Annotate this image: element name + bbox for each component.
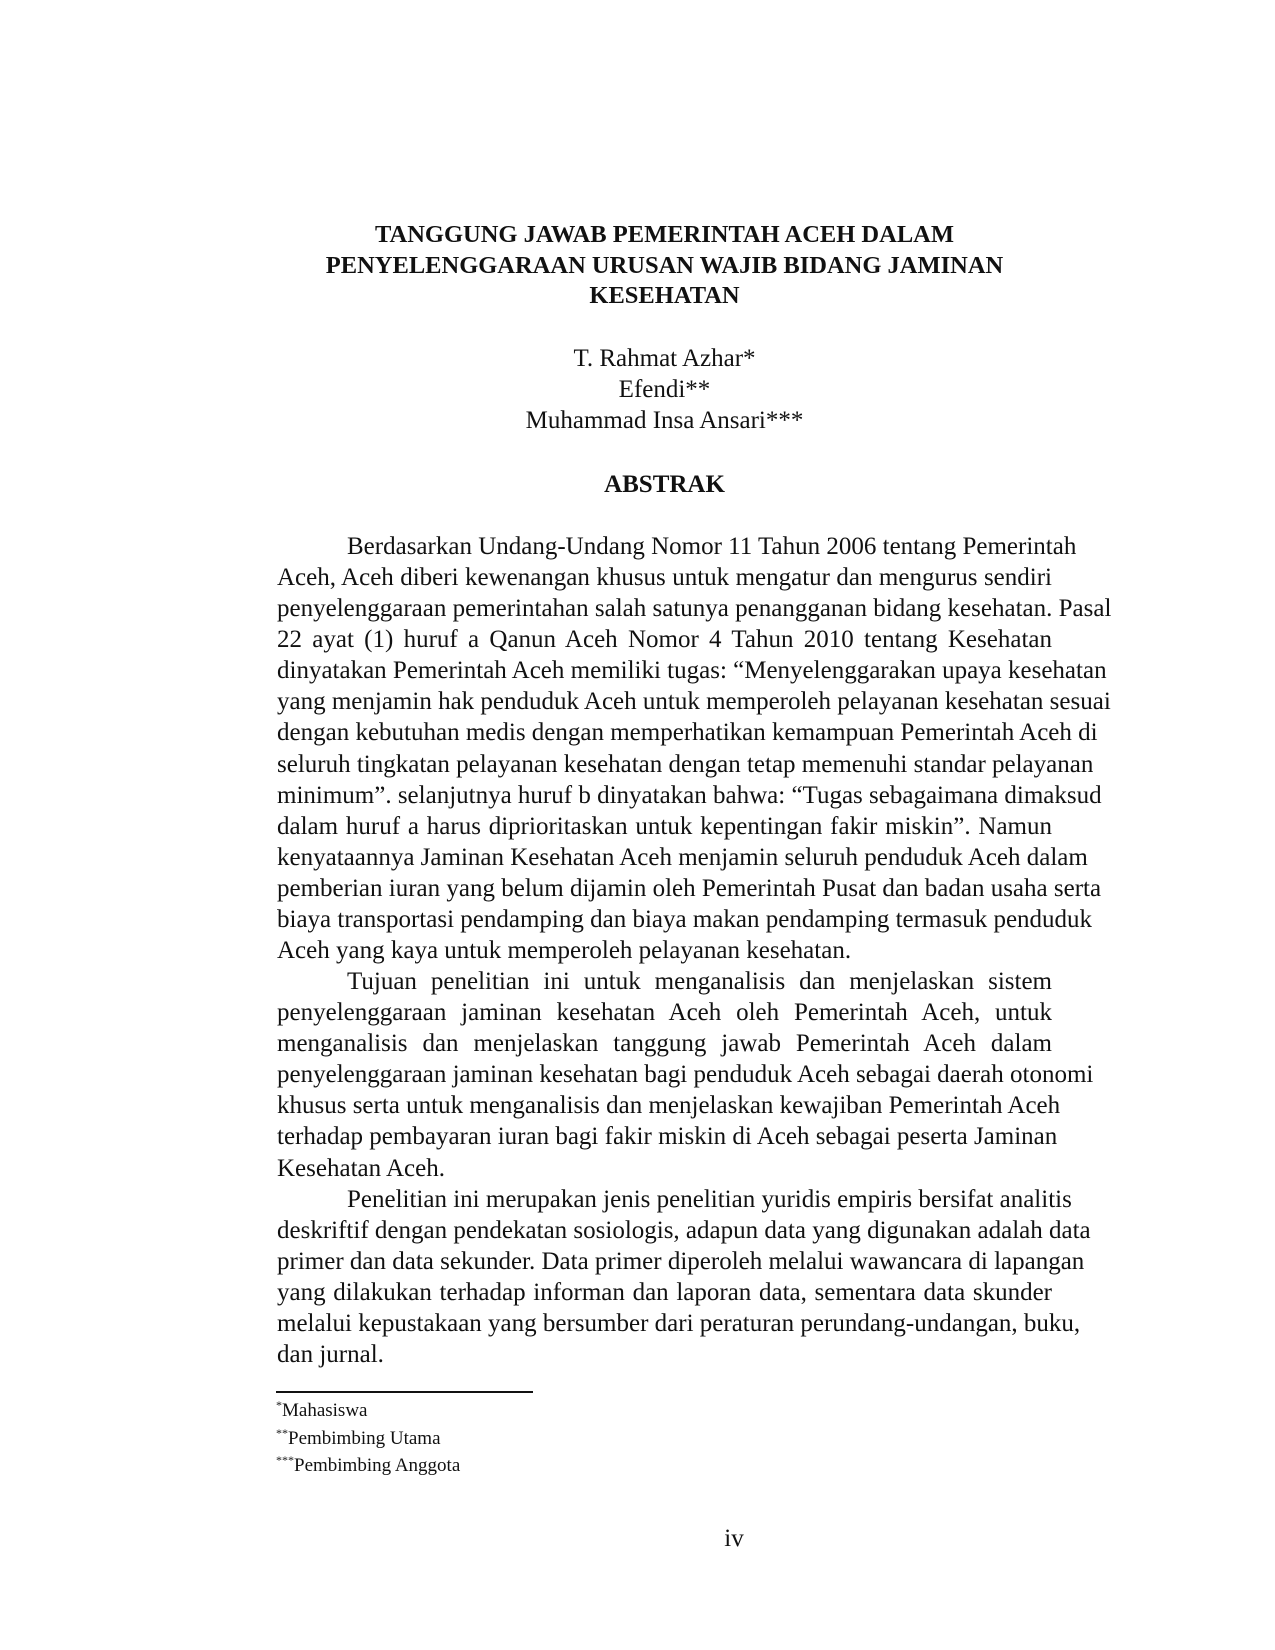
text-line: 22 ayat (1) huruf a Qanun Aceh Nomor 4 Tahun 2010 tentang Kesehatan — [277, 626, 1052, 654]
abstract-heading: ABSTRAK — [604, 471, 725, 498]
footnote-marker: ** — [276, 1425, 288, 1440]
text-line: dinyatakan Pemerintah Aceh memiliki tugas: “Menyelenggarakan upaya kesehatan — [277, 657, 1107, 685]
footnotes — [276, 1397, 460, 1480]
paragraph — [277, 531, 1112, 966]
text-line: seluruh tingkatan pelayanan kesehatan dengan tetap memenuhi standar pelayanan — [277, 750, 1094, 778]
text-line: pemberian iuran yang belum dijamin oleh Pemerintah Pusat dan badan usaha serta — [277, 874, 1102, 902]
text-line: khusus serta untuk menganalisis dan menjelaskan kewajiban Pemerintah Aceh — [277, 1092, 1061, 1120]
text-line: terhadap pembayaran iuran bagi fakir miskin di Aceh sebagai peserta Jaminan — [277, 1123, 1058, 1151]
text-line: Kesehatan Aceh. — [277, 1154, 445, 1182]
footnote-text: Mahasiswa — [282, 1400, 368, 1421]
paragraph — [277, 966, 1094, 1184]
footnote — [276, 1425, 460, 1453]
abstract-body — [277, 531, 1112, 1370]
text-line: dengan kebutuhan medis dengan memperhatikan kemampuan Pemerintah Aceh di — [277, 719, 1098, 747]
footnote-marker: *** — [276, 1453, 294, 1467]
text-line: dalam huruf a harus diprioritaskan untuk kepentingan fakir miskin”. Namun — [277, 812, 1052, 840]
text-line: minimum”. selanjutnya huruf b dinyatakan bahwa: “Tugas sebagaimana dimaksud — [277, 781, 1102, 809]
text-line: Aceh yang kaya untuk memperoleh pelayanan kesehatan. — [277, 937, 852, 965]
text-line: Berdasarkan Undang-Undang Nomor 11 Tahun 2006 tentang Pemerintah — [347, 533, 1077, 560]
text-line: Aceh, Aceh diberi kewenangan khusus untuk mengatur dan mengurus sendiri — [277, 564, 1052, 592]
text-line: menganalisis dan menjelaskan tanggung jawab Pemerintah Aceh dalam — [277, 1030, 1052, 1058]
text-line: penyelenggaraan jaminan kesehatan bagi penduduk Aceh sebagai daerah otonomi — [277, 1061, 1094, 1089]
footnote-text: Pembimbing Utama — [288, 1427, 441, 1449]
footnote-marker: * — [276, 1398, 282, 1412]
text-line: primer dan data sekunder. Data primer diperoleh melalui wawancara di lapangan — [277, 1247, 1085, 1275]
footnote — [276, 1397, 460, 1425]
footnote-text: Pembimbing Anggota — [294, 1455, 461, 1476]
title-line: PENYELENGGARAAN URUSAN WAJIB BIDANG JAMINAN — [325, 251, 1004, 279]
author-list — [277, 343, 1052, 436]
text-line: Penelitian ini merupakan jenis penelitian yuridis empiris bersifat analitis — [347, 1185, 1072, 1213]
text-line: penyelenggaraan jaminan kesehatan Aceh oleh Pemerintah Aceh, untuk — [277, 999, 1052, 1027]
footnote-separator — [276, 1391, 533, 1393]
footnote — [276, 1452, 460, 1480]
text-line: dan jurnal. — [277, 1341, 384, 1369]
text-line: deskriftif dengan pendekatan sosiologis, adapun data yang digunakan adalah data — [277, 1216, 1091, 1244]
text-line: Tujuan penelitian ini untuk menganalisis dan menjelaskan sistem — [347, 968, 1052, 996]
text-line: yang dilakukan terhadap informan dan laporan data, sementara data skunder — [277, 1278, 1052, 1306]
author-name: T. Rahmat Azhar* — [573, 345, 756, 372]
text-line: yang menjamin hak penduduk Aceh untuk memperoleh pelayanan kesehatan sesuai — [277, 688, 1111, 716]
paragraph — [277, 1184, 1091, 1370]
author-name: Efendi** — [618, 376, 711, 403]
title-line: TANGGUNG JAWAB PEMERINTAH ACEH DALAM — [375, 221, 954, 248]
text-line: biaya transportasi pendamping dan biaya makan pendamping termasuk penduduk — [277, 905, 1093, 933]
text-line: melalui kepustakaan yang bersumber dari peraturan perundang-undangan, buku, — [277, 1309, 1081, 1337]
page-number: iv — [724, 1525, 744, 1552]
author-name: Muhammad Insa Ansari*** — [525, 407, 804, 434]
text-line: penyelenggaraan pemerintahan salah satunya penangganan bidang kesehatan. Pasal — [277, 595, 1112, 623]
text-line: kenyataannya Jaminan Kesehatan Aceh menjamin seluruh penduduk Aceh dalam — [277, 843, 1088, 871]
document-title — [277, 220, 1052, 312]
title-line: KESEHATAN — [589, 282, 740, 309]
